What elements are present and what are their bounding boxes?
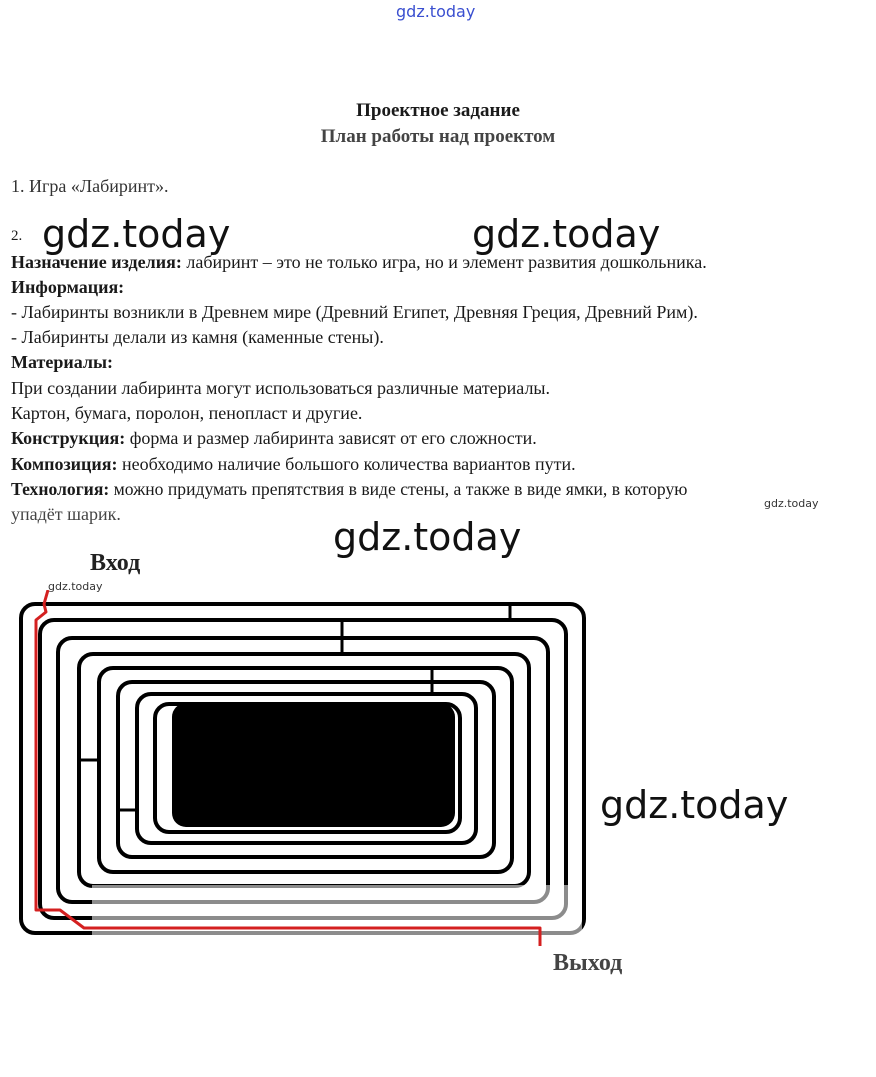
purpose-line <box>11 252 707 273</box>
watermark-large: gdz.today <box>600 783 789 827</box>
technology-line-2: упадёт шарик. <box>11 504 121 524</box>
item-1: 1. Игра «Лабиринт». <box>11 176 169 196</box>
info-line: - Лабиринты делали из камня (каменные стены). <box>11 327 384 347</box>
technology-label: Технология: <box>11 479 110 499</box>
composition-line <box>11 454 576 475</box>
materials-line: Картон, бумага, поролон, пенопласт и другие. <box>11 403 363 423</box>
maze-exit-label: Выход <box>553 950 623 976</box>
composition-label: Композиция: <box>11 454 118 474</box>
purpose-text: лабиринт – это не только игра, но и элемент развития дошкольника. <box>181 252 707 272</box>
construction-line <box>11 428 537 449</box>
item-2-number: 2. <box>11 228 23 244</box>
watermark-large: gdz.today <box>333 515 522 559</box>
page-title: Проектное задание <box>356 100 520 121</box>
maze-center-block <box>172 703 455 827</box>
maze-diagram <box>0 590 600 950</box>
purpose-label: Назначение изделия: <box>11 252 182 272</box>
maze-entrance-label: Вход <box>90 550 141 576</box>
composition-text: необходимо наличие большого количества вариантов пути. <box>117 454 576 474</box>
materials-line: При создании лабиринта могут использоваться различные материалы. <box>11 378 551 398</box>
watermark-small: gdz.today <box>48 580 103 593</box>
materials-label: Материалы: <box>11 352 114 372</box>
construction-text: форма и размер лабиринта зависят от его сложности. <box>125 428 537 448</box>
watermark-large: gdz.today <box>472 212 661 256</box>
technology-text: можно придумать препятствия в виде стены, а также в виде ямки, в которую <box>109 479 688 499</box>
watermark-small: gdz.today <box>764 497 819 510</box>
technology-line <box>11 479 687 500</box>
page-subtitle: План работы над проектом <box>320 126 556 147</box>
info-label: Информация: <box>11 277 125 297</box>
construction-label: Конструкция: <box>11 428 126 448</box>
info-line: - Лабиринты возникли в Древнем мире (Древний Египет, Древняя Греция, Древний Рим). <box>11 302 698 322</box>
watermark-top: gdz.today <box>396 2 476 21</box>
watermark-large: gdz.today <box>42 212 231 256</box>
